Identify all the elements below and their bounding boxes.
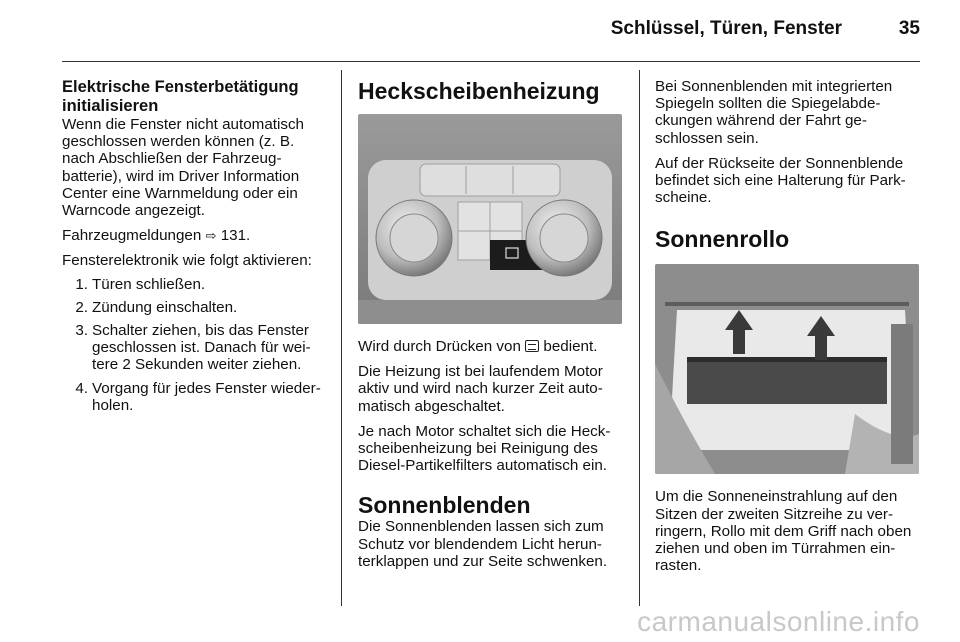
reference-line (62, 227, 330, 244)
column-2 (358, 78, 624, 578)
step-text: Schalter ziehen, bis das Fenster geschlossen ist. Danach für wei- tere 2 Sekunden weiter ziehen. (92, 322, 311, 374)
section-heading-window-init: Elektrische Fensterbetätigung initialisieren (62, 78, 299, 115)
list-item (62, 299, 330, 316)
column-divider-1 (341, 70, 342, 606)
paragraph: Je nach Motor schaltet sich die Heck- scheibenheizung bei Reinigung des Diesel-Partikelfilters automatisch ein. (358, 422, 611, 475)
column-divider-2 (639, 70, 640, 606)
climate-control-panel-image (358, 114, 622, 324)
rear-window-heater-icon (525, 340, 539, 352)
reference-page: 131. (220, 227, 251, 245)
list-item (62, 380, 330, 414)
watermark: carmanualsonline.info (637, 606, 920, 637)
section-heading-rear-heater: Heckscheibenheizung (358, 78, 600, 104)
paragraph: Wenn die Fenster nicht automatisch geschlossen werden können (z. B. nach Abschließen der Fahrzeug- batterie), wird im Driver Information Center eine Warnmeldung oder ein Warncode angezeigt. (62, 116, 304, 220)
list-item (62, 276, 330, 293)
step-number: 4. (75, 379, 88, 397)
paragraph: Die Heizung ist bei laufendem Motor aktiv und wird nach kurzer Zeit auto- matisch abgeschaltet. (358, 363, 603, 415)
section-heading-sun-blind: Sonnenrollo (655, 226, 790, 253)
steps-intro: Fensterelektronik wie folgt aktivieren: (62, 252, 312, 270)
step-text: Zündung einschalten. (92, 298, 238, 316)
header-title: Schlüssel, Türen, Fenster (610, 18, 842, 39)
steps-list (62, 276, 330, 414)
page-reference-arrow-icon: ⇨ (205, 228, 217, 244)
sun-blind-image (655, 264, 919, 474)
list-item (62, 322, 330, 374)
reference-text: Fahrzeugmeldungen (62, 227, 202, 245)
step-number: 1. (75, 275, 88, 293)
header-rule (62, 61, 920, 62)
paragraph: Bei Sonnenblenden mit integrierten Spiegeln sollten die Spiegelabde- ckungen während der Fahrt ge- schlossen sein. (655, 78, 893, 147)
paragraph: Um die Sonneneinstrahlung auf den Sitzen der zweiten Sitzreihe zu ver- ringern, Rollo mit dem Griff nach oben ziehen und oben im Türrahmen ein- rasten. (655, 488, 912, 575)
operation-line (358, 338, 624, 355)
step-text: Türen schließen. (92, 275, 206, 293)
paragraph: Auf der Rückseite der Sonnenblende befindet sich eine Halterung für Park- scheine. (655, 154, 906, 207)
step-number: 3. (75, 322, 88, 340)
section-heading-sun-visors: Sonnenblenden (358, 492, 531, 519)
operation-suffix: bedient. (543, 338, 598, 355)
paragraph: Die Sonnenblenden lassen sich zum Schutz vor blendendem Licht herun- terklappen und zur Seite schwenken. (358, 518, 608, 570)
operation-prefix: Wird durch Drücken von (358, 338, 521, 355)
column-1 (62, 78, 330, 420)
step-number: 2. (75, 298, 88, 316)
step-text: Vorgang für jedes Fenster wieder- holen. (92, 379, 321, 414)
column-3 (655, 78, 923, 582)
page-number: 35 (898, 18, 920, 39)
